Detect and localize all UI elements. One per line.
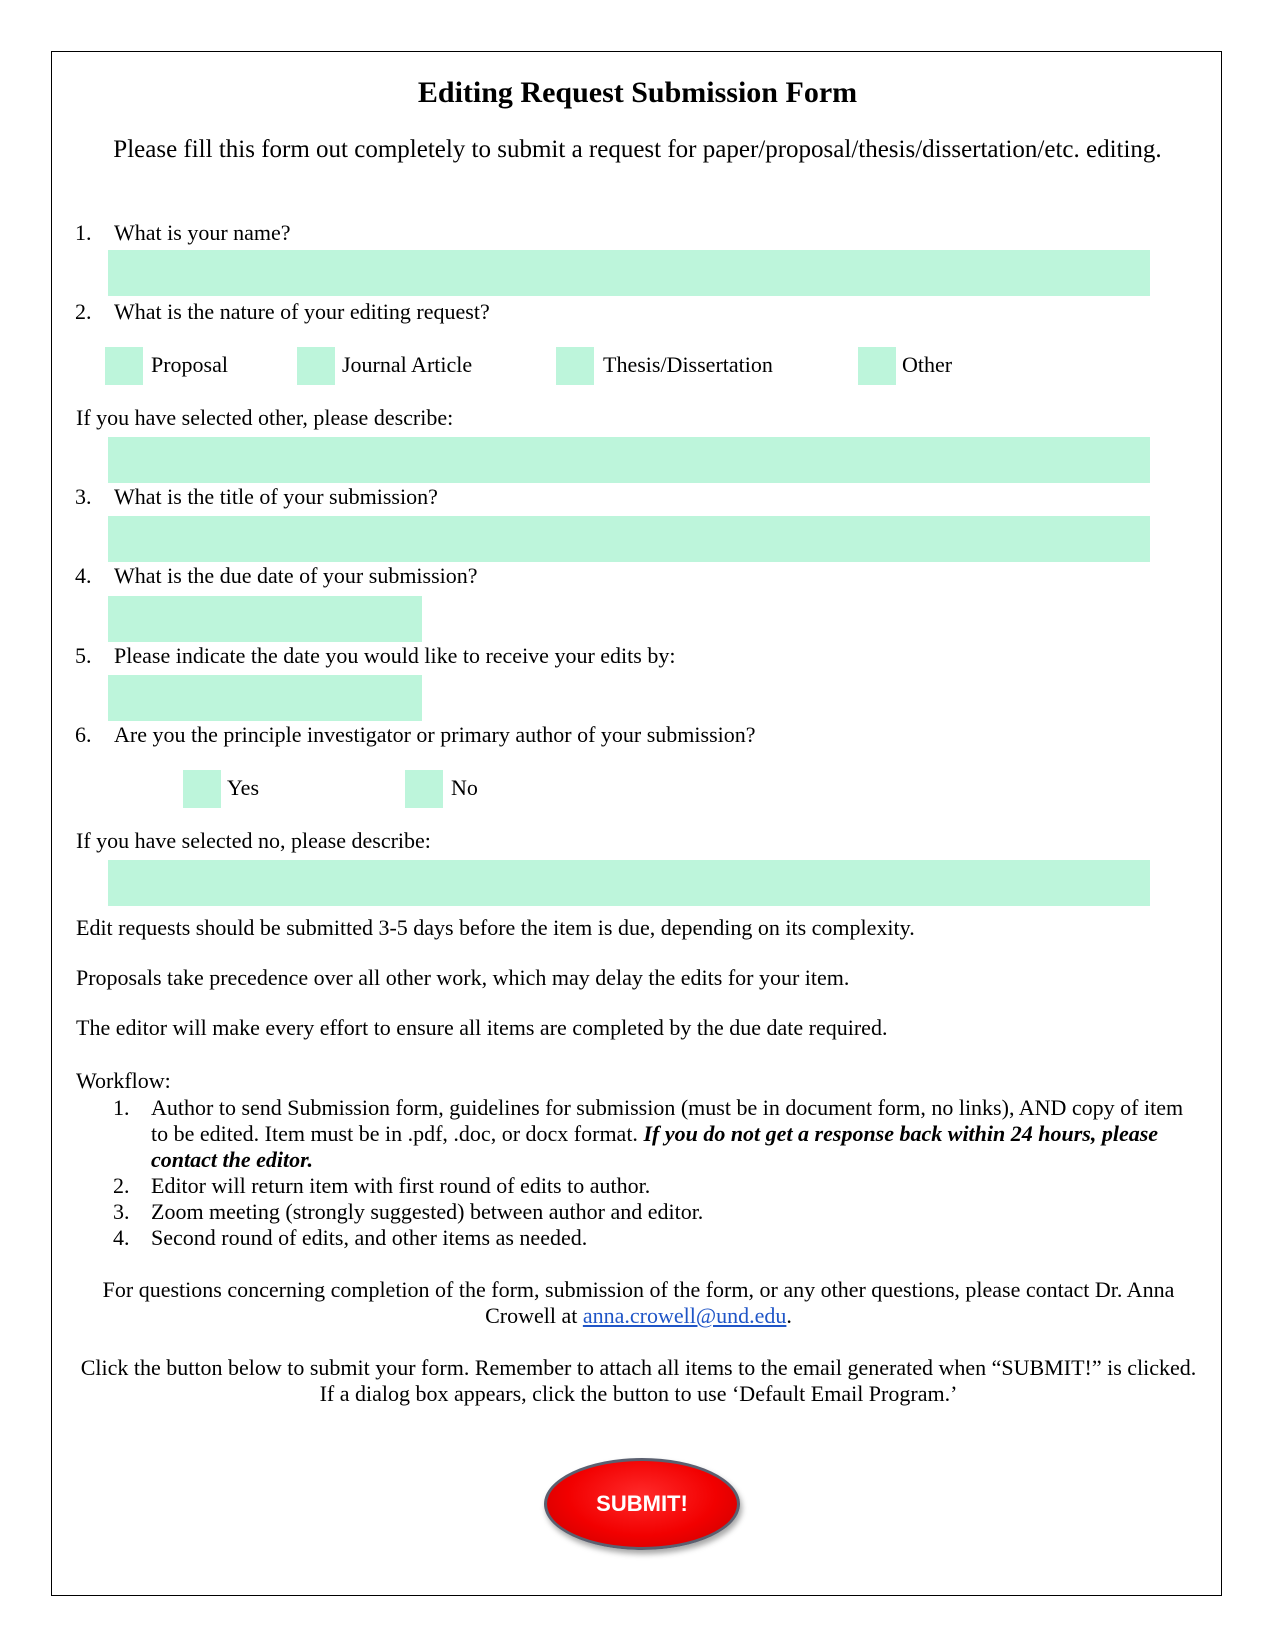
edits-date-input[interactable] — [108, 675, 422, 721]
checkbox-proposal[interactable] — [105, 347, 143, 385]
contact-end: . — [786, 1303, 792, 1328]
submit-instructions: Click the button below to submit your form. Remember to attach all items to the email generated when “SUBMIT!” is clicked. If a dialog box appears, click the button to use ‘Default Email Program.’ — [80, 1355, 1197, 1406]
checkbox-other[interactable] — [858, 347, 896, 385]
question-text: Please indicate the date you would like to receive your edits by: — [114, 643, 676, 668]
question-number: 1. — [75, 220, 92, 245]
note-precedence: Proposals take precedence over all other work, which may delay the edits for your item. — [76, 965, 850, 990]
checkbox-journal-article[interactable] — [297, 347, 335, 385]
question-number: 5. — [75, 643, 92, 668]
question-text: What is the nature of your editing request? — [114, 299, 490, 324]
form-title: Editing Request Submission Form — [417, 76, 858, 109]
checkbox-yes[interactable] — [183, 770, 221, 808]
note-timing: Edit requests should be submitted 3-5 days before the item is due, depending on its complexity. — [76, 915, 915, 940]
workflow-step-1 — [151, 1095, 1186, 1173]
option-label-other: Other — [902, 352, 953, 377]
checkbox-no[interactable] — [405, 770, 443, 808]
option-label-journal-article: Journal Article — [342, 352, 473, 377]
no-prompt: If you have selected no, please describe: — [76, 828, 431, 853]
name-input[interactable] — [108, 250, 1150, 296]
workflow-step-number: 1. — [113, 1095, 130, 1120]
submission-title-input[interactable] — [108, 516, 1150, 562]
contact-email-link[interactable]: anna.crowell@und.edu — [582, 1303, 787, 1328]
question-text: Are you the principle investigator or primary author of your submission? — [114, 722, 756, 747]
workflow-step-number: 2. — [113, 1173, 130, 1198]
contact-paragraph — [76, 1277, 1201, 1329]
workflow-heading: Workflow: — [76, 1068, 171, 1093]
workflow-step-4: Second round of edits, and other items as needed. — [151, 1225, 588, 1250]
form-intro: Please fill this form out completely to submit a request for paper/proposal/thesis/dissertation/etc. editing. — [113, 136, 1162, 163]
checkbox-thesis-dissertation[interactable] — [556, 347, 594, 385]
option-label-yes: Yes — [227, 775, 260, 800]
other-description-input[interactable] — [108, 437, 1150, 483]
workflow-step-2: Editor will return item with first round of edits to author. — [151, 1173, 651, 1198]
workflow-step-number: 4. — [113, 1225, 130, 1250]
submit-button-label: SUBMIT! — [596, 1491, 688, 1516]
question-number: 3. — [75, 484, 92, 509]
submit-button[interactable] — [544, 1458, 740, 1550]
question-text: What is your name? — [114, 220, 291, 245]
workflow-step-3: Zoom meeting (strongly suggested) between author and editor. — [151, 1199, 704, 1224]
note-effort: The editor will make every effort to ensure all items are completed by the due date required. — [76, 1015, 888, 1040]
question-number: 4. — [75, 563, 92, 588]
question-text: What is the due date of your submission? — [114, 563, 478, 588]
option-label-thesis-dissertation: Thesis/Dissertation — [603, 352, 773, 377]
option-label-no: No — [451, 775, 478, 800]
workflow-step-text: Author to send Submission form, guidelines for submission (must be in document form, no links), AND copy of item to be edited. Item must be in .pdf, .doc, or docx format. — [151, 1095, 1184, 1146]
workflow-step-emphasis: If you do not get a response back within 24 hours, please contact the editor. — [151, 1121, 1159, 1172]
question-number: 6. — [75, 722, 92, 747]
question-number: 2. — [75, 299, 92, 324]
due-date-input[interactable] — [108, 596, 422, 642]
question-text: What is the title of your submission? — [114, 484, 438, 509]
other-prompt: If you have selected other, please describe: — [76, 405, 454, 430]
no-description-input[interactable] — [108, 860, 1150, 906]
contact-text: For questions concerning completion of the form, submission of the form, or any other questions, please contact Dr. Anna Crowell at — [102, 1277, 1175, 1328]
workflow-step-number: 3. — [113, 1199, 130, 1224]
option-label-proposal: Proposal — [151, 352, 228, 377]
